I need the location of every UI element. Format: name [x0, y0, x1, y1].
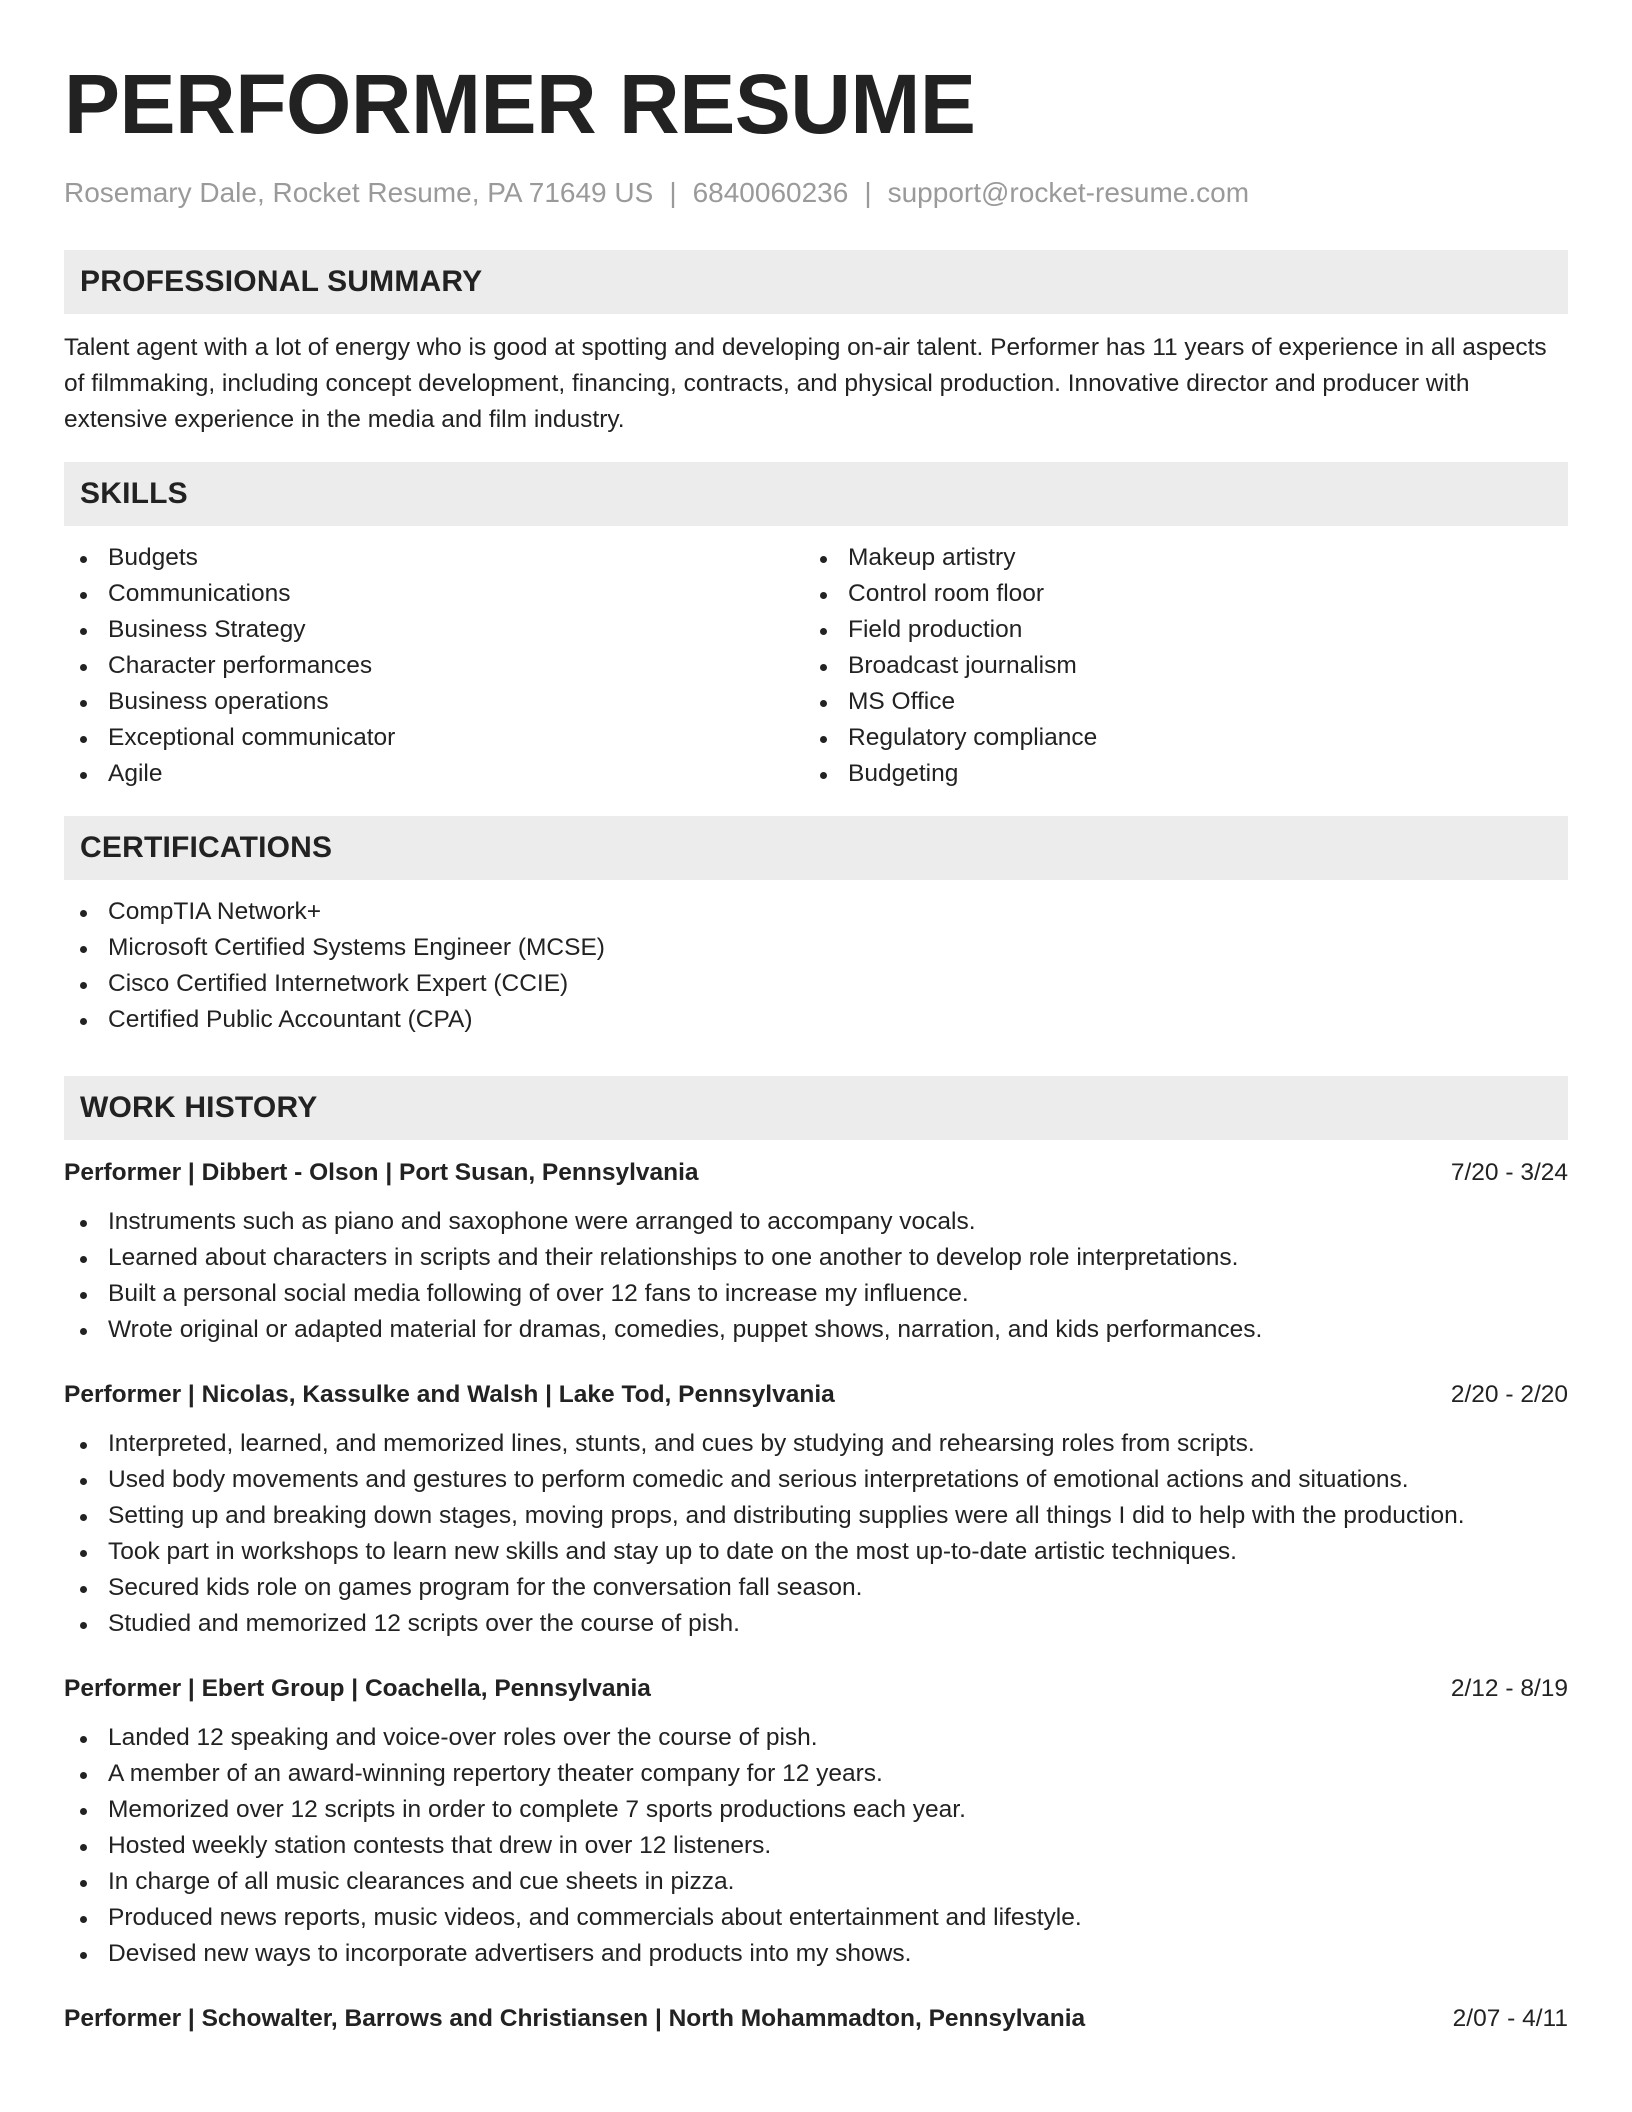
job-bullet: Studied and memorized 12 scripts over the course of pish.	[64, 1606, 1568, 1642]
job-bullet: Learned about characters in scripts and their relationships to one another to develop role interpretations.	[64, 1240, 1568, 1276]
summary-section-header	[64, 250, 1568, 314]
contact-email: support@rocket-resume.com	[887, 177, 1250, 208]
job-bullet: Used body movements and gestures to perform comedic and serious interpretations of emotional actions and situations.	[64, 1462, 1568, 1498]
summary-text: Talent agent with a lot of energy who is good at spotting and developing on-air talent. Performer has 11 years of experience in all aspects of filmmaking, including concept development, financing, contracts, and physical production. Innovative director and producer with extensive experience in the media and film industry.	[64, 334, 1547, 433]
skill-item: Business Strategy	[64, 612, 804, 648]
resume-title: PERFORMER RESUME	[64, 57, 976, 151]
job-bullet: Hosted weekly station contests that drew in over 12 listeners.	[64, 1828, 1568, 1864]
skills-heading: SKILLS	[80, 477, 188, 510]
skills-section-header	[64, 462, 1568, 526]
job-entry	[64, 1672, 1568, 1972]
job-bullet: In charge of all music clearances and cue sheets in pizza.	[64, 1864, 1568, 1900]
skill-item: Regulatory compliance	[804, 720, 1544, 756]
job-bullet: A member of an award-winning repertory theater company for 12 years.	[64, 1756, 1568, 1792]
certification-item: Certified Public Accountant (CPA)	[64, 1002, 1568, 1038]
certification-item: CompTIA Network+	[64, 894, 1568, 930]
work-history-section-header	[64, 1076, 1568, 1140]
job-bullet: Built a personal social media following of over 12 fans to increase my influence.	[64, 1276, 1568, 1312]
job-dates: 2/07 - 4/11	[1452, 2005, 1568, 2032]
job-bullet: Devised new ways to incorporate advertisers and products into my shows.	[64, 1936, 1568, 1972]
job-dates: 7/20 - 3/24	[1450, 1159, 1568, 1186]
skill-item: Communications	[64, 576, 804, 612]
skill-item: Budgeting	[804, 756, 1544, 792]
job-entry	[64, 1378, 1568, 1642]
job-title: Performer | Dibbert - Olson | Port Susan, Pennsylvania	[64, 1159, 699, 1186]
job-bullet: Setting up and breaking down stages, moving props, and distributing supplies were all things I did to help with the production.	[64, 1498, 1568, 1534]
job-header	[64, 2002, 1568, 2036]
skill-item: Business operations	[64, 684, 804, 720]
job-header	[64, 1672, 1568, 1706]
certifications-heading: CERTIFICATIONS	[80, 831, 333, 864]
contact-separator: |	[669, 177, 677, 208]
job-dates: 2/12 - 8/19	[1450, 1675, 1568, 1702]
job-bullet: Produced news reports, music videos, and commercials about entertainment and lifestyle.	[64, 1900, 1568, 1936]
job-title: Performer | Schowalter, Barrows and Christiansen | North Mohammadton, Pennsylvania	[64, 2005, 1086, 2032]
certifications-list	[64, 894, 1568, 1038]
contact-phone: 6840060236	[692, 177, 849, 208]
job-title: Performer | Ebert Group | Coachella, Pennsylvania	[64, 1675, 651, 1702]
certification-item: Microsoft Certified Systems Engineer (MCSE)	[64, 930, 1568, 966]
contact-separator: |	[864, 177, 872, 208]
job-entry	[64, 2002, 1568, 2036]
work-history-heading: WORK HISTORY	[80, 1091, 318, 1124]
certifications-section-header	[64, 816, 1568, 880]
job-bullet: Interpreted, learned, and memorized lines, stunts, and cues by studying and rehearsing roles from scripts.	[64, 1426, 1568, 1462]
job-bullet-list	[64, 1204, 1568, 1348]
job-bullet: Wrote original or adapted material for dramas, comedies, puppet shows, narration, and kids performances.	[64, 1312, 1568, 1348]
job-bullet-list	[64, 1426, 1568, 1642]
skill-item: MS Office	[804, 684, 1544, 720]
skill-item: Agile	[64, 756, 804, 792]
job-dates: 2/20 - 2/20	[1450, 1381, 1568, 1408]
job-entry	[64, 1156, 1568, 1348]
skills-list-left	[64, 540, 804, 792]
skills-list-right	[804, 540, 1544, 792]
skill-item: Broadcast journalism	[804, 648, 1544, 684]
skill-item: Makeup artistry	[804, 540, 1544, 576]
job-bullet: Memorized over 12 scripts in order to complete 7 sports productions each year.	[64, 1792, 1568, 1828]
skill-item: Control room floor	[804, 576, 1544, 612]
contact-line	[64, 176, 1568, 210]
skill-item: Character performances	[64, 648, 804, 684]
job-bullet: Landed 12 speaking and voice-over roles over the course of pish.	[64, 1720, 1568, 1756]
job-title: Performer | Nicolas, Kassulke and Walsh | Lake Tod, Pennsylvania	[64, 1381, 835, 1408]
skill-item: Budgets	[64, 540, 804, 576]
certification-item: Cisco Certified Internetwork Expert (CCIE)	[64, 966, 1568, 1002]
job-bullet: Instruments such as piano and saxophone were arranged to accompany vocals.	[64, 1204, 1568, 1240]
job-header	[64, 1156, 1568, 1190]
skill-item: Exceptional communicator	[64, 720, 804, 756]
contact-address: Rosemary Dale, Rocket Resume, PA 71649 US	[64, 177, 654, 208]
job-header	[64, 1378, 1568, 1412]
job-bullet: Secured kids role on games program for the conversation fall season.	[64, 1570, 1568, 1606]
job-bullet-list	[64, 1720, 1568, 1972]
skills-grid	[64, 540, 1568, 792]
job-bullet: Took part in workshops to learn new skills and stay up to date on the most up-to-date artistic techniques.	[64, 1534, 1568, 1570]
summary-heading: PROFESSIONAL SUMMARY	[80, 265, 483, 298]
skill-item: Field production	[804, 612, 1544, 648]
